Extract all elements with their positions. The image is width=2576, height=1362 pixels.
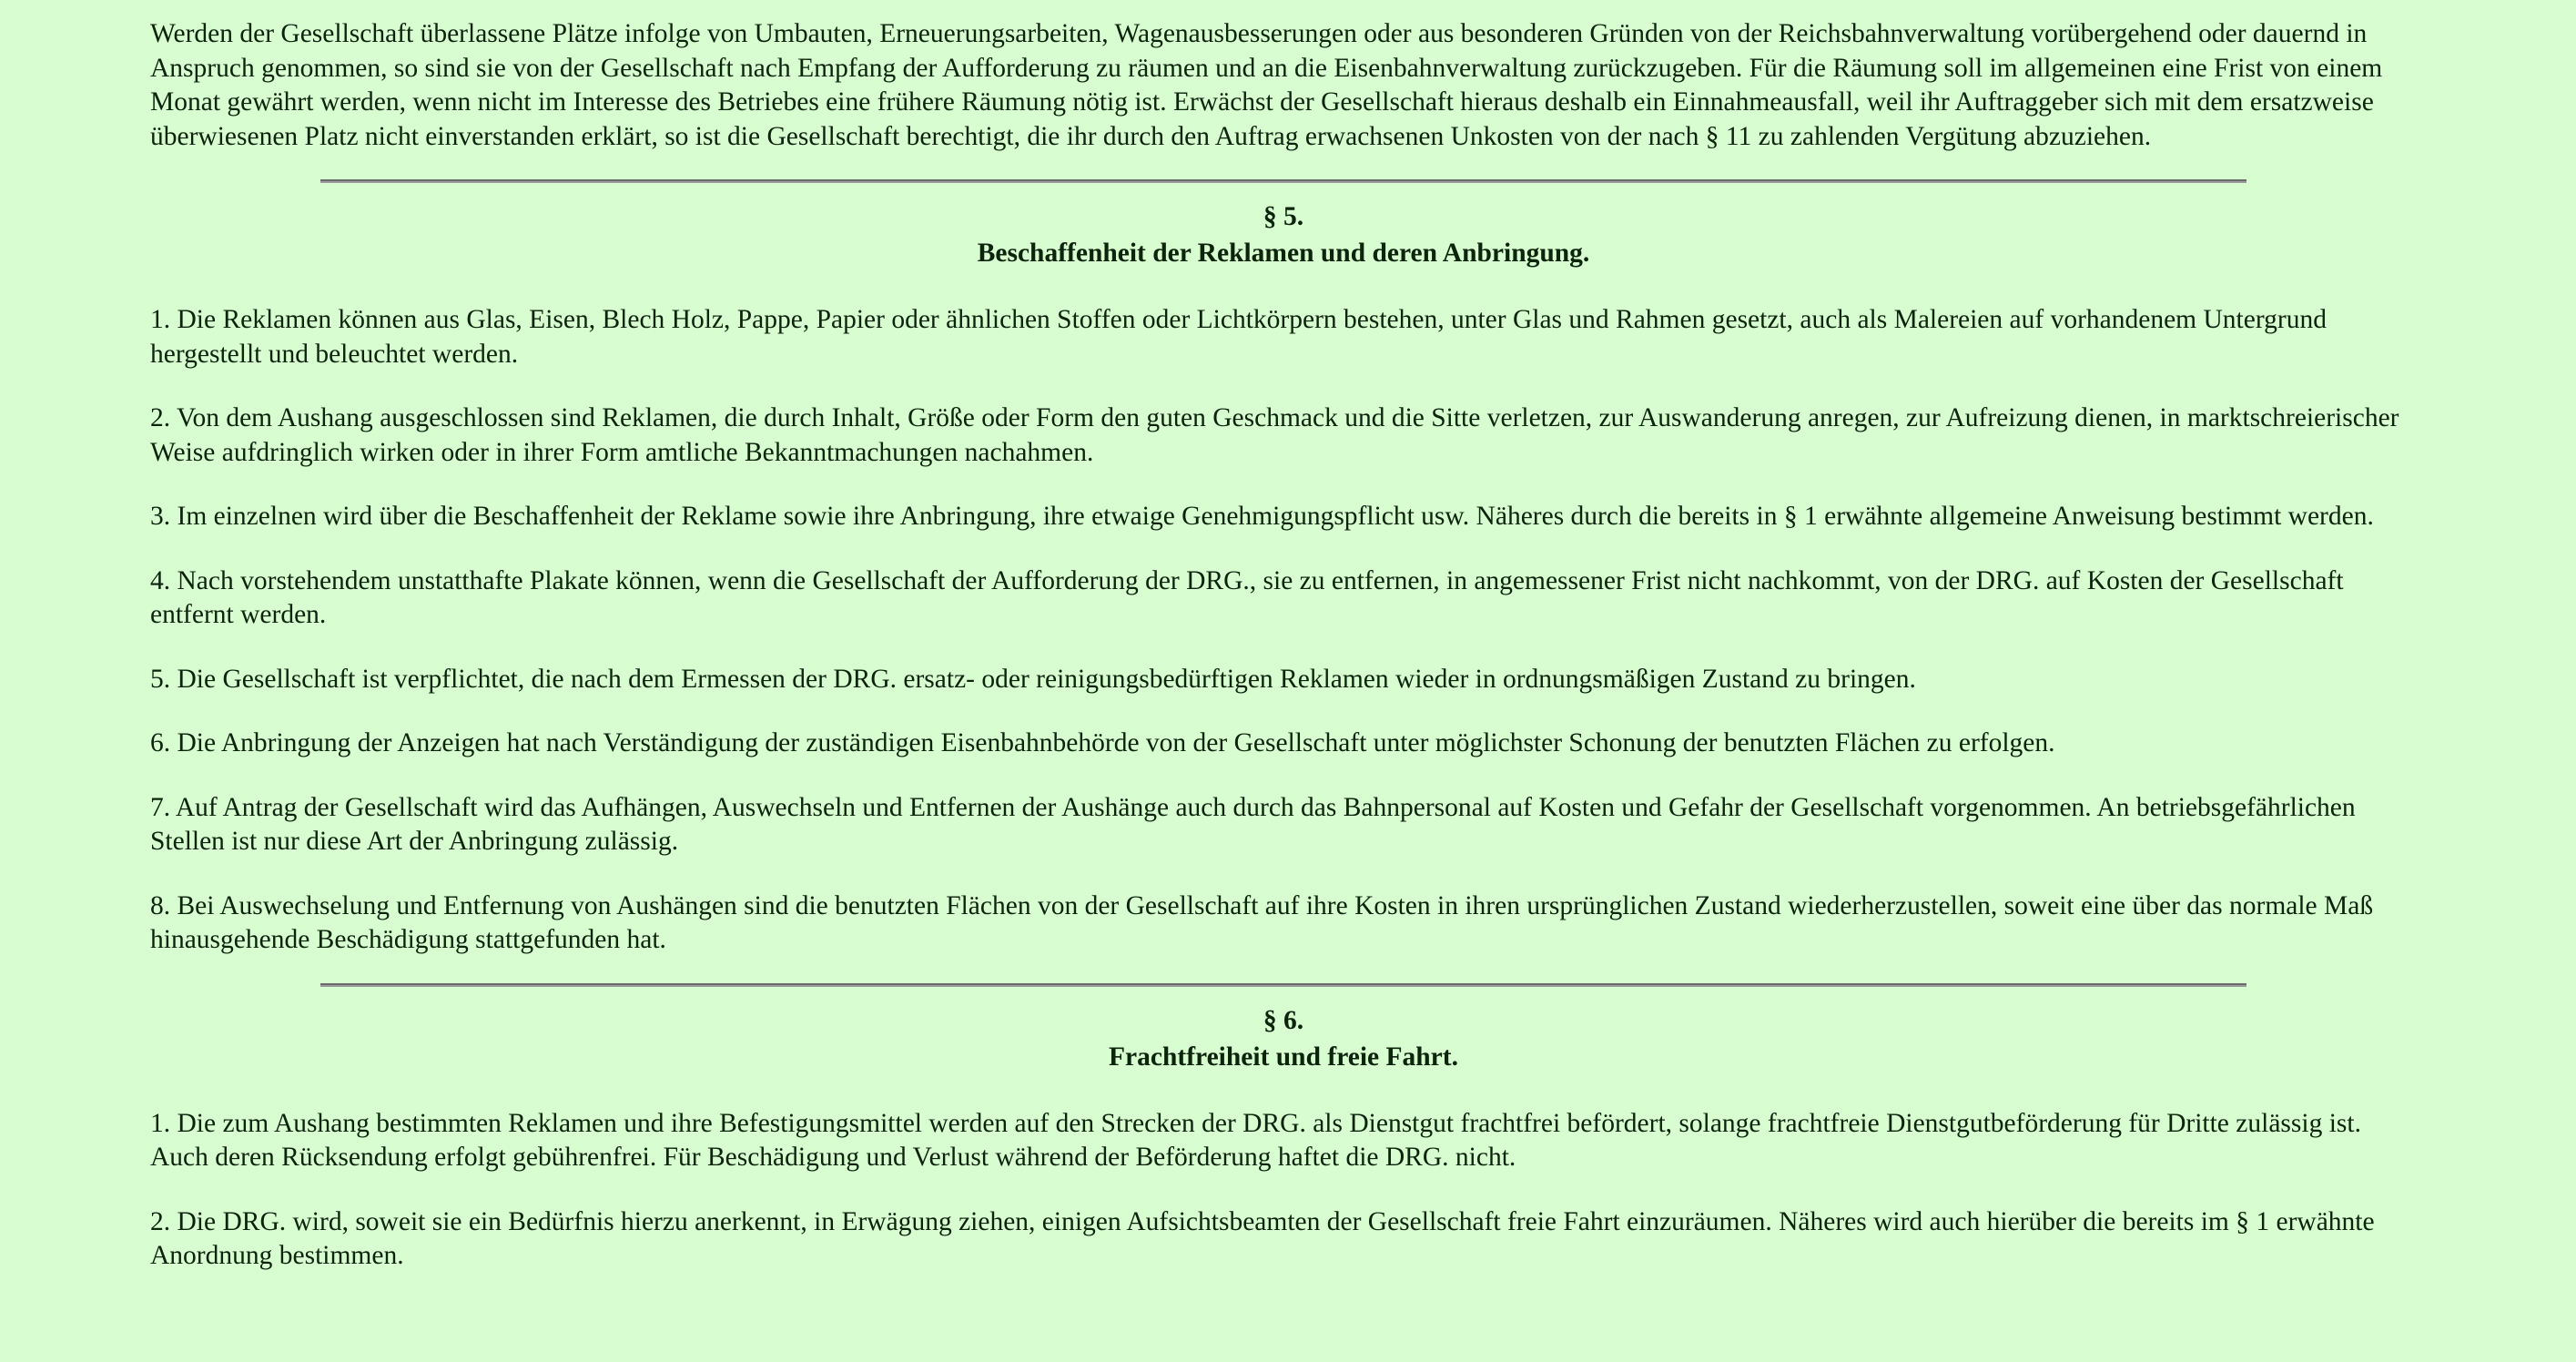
section-heading: [150, 1002, 2417, 1075]
section-title: Beschaffenheit der Reklamen und deren Anbringung.: [977, 239, 1590, 268]
paragraph: 7. Auf Antrag der Gesellschaft wird das Aufhängen, Auswechseln und Entfernen der Aushänge auch durch das Bahnpersonal auf Kosten und Gefahr der Gesellschaft vorgenommen. An betriebsgefährlichen Stellen ist nur diese Art der Anbringung zulässig.: [150, 792, 2356, 856]
paragraph: 2. Die DRG. wird, soweit sie ein Bedürfnis hierzu anerkennt, in Erwägung ziehen, einigen Aufsichtsbeamten der Gesellschaft freie Fahrt einzuräumen. Näheres wird auch hierüber die bereits im § 1 erwähnte Anordnung bestimmen.: [150, 1206, 2375, 1270]
document-body: [150, 17, 2417, 1304]
paragraph: 1. Die zum Aushang bestimmten Reklamen und ihre Befestigungsmittel werden auf den Strecken der DRG. als Dienstgut frachtfrei befördert, solange frachtfreie Dienstgutbeförderung für Dritte zulässig ist. Auch deren Rücksendung erfolgt gebührenfrei. Für Beschädigung und Verlust während der Beförderung haftet die DRG. nicht.: [150, 1108, 2361, 1172]
paragraph: 6. Die Anbringung der Anzeigen hat nach Verständigung der zuständigen Eisenbahnbehörde von der Gesellschaft unter möglichster Schonung der benutzten Flächen zu erfolgen.: [150, 728, 2055, 757]
section-divider: [320, 983, 2246, 987]
paragraph: 4. Nach vorstehendem unstatthafte Plakate können, wenn die Gesellschaft der Aufforderung der DRG., sie zu entfernen, in angemessener Frist nicht nachkommt, von der DRG. auf Kosten der Gesellschaft entfernt werden.: [150, 565, 2344, 629]
section-divider: [320, 179, 2246, 183]
intro-paragraph: Werden der Gesellschaft überlassene Plätze infolge von Umbauten, Erneuerungsarbeiten, Wagenausbesserungen oder aus besonderen Gründen von der Reichsbahnverwaltung vorübergehend oder dauernd in Anspruch genommen, so sind sie von der Gesellschaft nach Empfang der Aufforderung zu räumen und an die Eisenbahnverwaltung zurückzugeben. Für die Räumung soll im allgemeinen eine Frist von einem Monat gewährt werden, wenn nicht im Interesse des Betriebes eine frühere Räumung nötig ist. Erwächst der Gesellschaft hieraus deshalb ein Einnahmeausfall, weil ihr Auftraggeber sich mit dem ersatzweise überwiesenen Platz nicht einverstanden erklärt, so ist die Gesellschaft berechtigt, die ihr durch den Auftrag erwachsenen Unkosten von der nach § 11 zu zahlenden Vergütung abzuziehen.: [150, 19, 2383, 151]
section-heading: [150, 198, 2417, 271]
section-number: § 5.: [1263, 202, 1304, 231]
section-title: Frachtfreiheit und freie Fahrt.: [1109, 1042, 1458, 1072]
paragraph: 3. Im einzelnen wird über die Beschaffenheit der Reklame sowie ihre Anbringung, ihre etwaige Genehmigungspflicht usw. Näheres durch die bereits in § 1 erwähnte allgemeine Anweisung bestimmt werden.: [150, 502, 2374, 531]
section-6: [150, 983, 2417, 1274]
section-number: § 6.: [1263, 1005, 1304, 1035]
section-5: [150, 179, 2417, 958]
paragraph: 5. Die Gesellschaft ist verpflichtet, die nach dem Ermessen der DRG. ersatz- oder reinigungsbedürftigen Reklamen wieder in ordnungsmäßigen Zustand zu bringen.: [150, 664, 1916, 694]
paragraph: 8. Bei Auswechselung und Entfernung von Aushängen sind die benutzten Flächen von der Gesellschaft auf ihre Kosten in ihren ursprünglichen Zustand wiederherzustellen, soweit eine über das normale Maß hinausgehende Beschädigung stattgefunden hat.: [150, 890, 2374, 954]
paragraph: 2. Von dem Aushang ausgeschlossen sind Reklamen, die durch Inhalt, Größe oder Form den guten Geschmack und die Sitte verletzen, zur Auswanderung anregen, zur Aufreizung dienen, in marktschreierischer Weise aufdringlich wirken oder in ihrer Form amtliche Bekanntmachungen nachahmen.: [150, 403, 2399, 467]
paragraph: 1. Die Reklamen können aus Glas, Eisen, Blech Holz, Pappe, Papier oder ähnlichen Stoffen oder Lichtkörpern bestehen, unter Glas und Rahmen gesetzt, auch als Malereien auf vorhandenem Untergrund hergestellt und beleuchtet werden.: [150, 305, 2327, 369]
